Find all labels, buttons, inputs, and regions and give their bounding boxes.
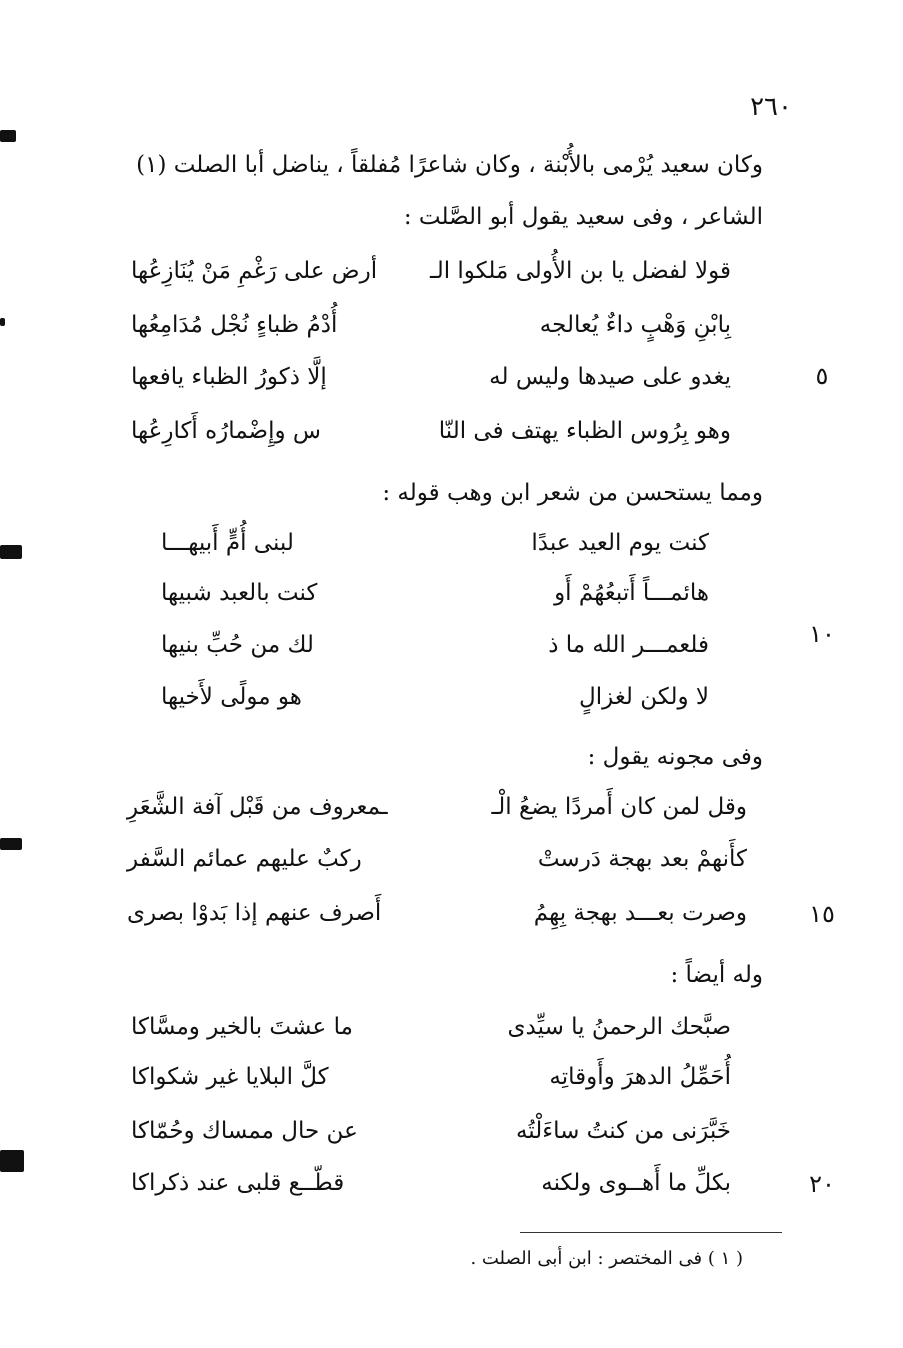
verse-second-half: لك من حُبِّ بنيها	[161, 632, 314, 658]
verse-line	[131, 530, 731, 570]
verse-second-half: قطّــع قلبى عند ذكراكا	[131, 1170, 345, 1196]
verse-first-half: خَبَّرَنى من كنتُ ساءَلْتُه	[515, 1118, 731, 1144]
intro-line-4: وفى مجونه يقول :	[587, 744, 763, 770]
verse-second-half: هو مولًى لأَخيها	[161, 684, 302, 710]
verse-second-half: ـمعروف من قَبْل آفة الشَّعَرِ	[127, 794, 388, 820]
verse-first-half: لا ولكن لغزالٍ	[579, 684, 709, 710]
footnote: ( ١ ) فى المختصر : ابن أبى الصلت .	[470, 1248, 743, 1269]
verse-first-half: بِابْنِ وَهْبٍ داءٌ يُعالجه	[539, 312, 731, 338]
verse-second-half: أَصرف عنهم إذا بَدوْا بصرى	[127, 900, 382, 926]
verse-first-half: أُحَمِّلُ الدهرَ وأَوقاتِه	[549, 1064, 731, 1090]
intro-line-5: وله أيضاً :	[670, 962, 763, 988]
verse-first-half: صبَّحك الرحمنُ يا سيِّدى	[507, 1014, 731, 1040]
verse-first-half: هائمـــاً أَتبعُهُمْ أَو	[554, 580, 709, 606]
verse-first-half: وقل لمن كان أَمردًا يضعُ الْـ	[491, 794, 747, 820]
verse-second-half: ما عشتَ بالخير ومسَّاكا	[131, 1014, 353, 1040]
scan-ink-mark	[0, 318, 5, 326]
verse-second-half: كنت بالعبد شبيها	[161, 580, 318, 606]
verse-first-half: وصرت بعـــد بهجة بِهِمُ	[533, 900, 747, 926]
verse-line	[131, 1170, 731, 1210]
line-number-20: ٢٠	[809, 1170, 835, 1198]
verse-line	[131, 312, 731, 352]
verse-second-half: أُدْمُ ظباءٍ نُجْل مُدَامِعُها	[131, 312, 338, 338]
scan-ink-mark	[0, 130, 16, 142]
intro-line-3: ومما يستحسن من شعر ابن وهب قوله :	[382, 480, 763, 506]
verse-second-half: إلَّا ذكورُ الظباء يافعها	[131, 364, 327, 390]
line-number-5: ٥	[815, 362, 829, 390]
footnote-rule	[520, 1232, 782, 1233]
intro-line-2: الشاعر ، وفى سعيد يقول أبو الصَّلت :	[403, 204, 763, 230]
page-number: ٢٦٠	[750, 92, 792, 122]
verse-first-half: كنت يوم العيد عبدًا	[531, 530, 709, 556]
verse-line	[131, 580, 731, 620]
verse-line	[131, 632, 731, 672]
verse-first-half: قولا لفضل يا بن الأُولى مَلكوا الـ	[429, 258, 731, 284]
verse-second-half: عن حال ممساك وحُمّاكا	[131, 1118, 358, 1144]
verse-line	[131, 418, 731, 458]
line-number-15: ١٥	[809, 900, 835, 928]
verse-first-half: وهو بِرُوس الظباء يهتف فى النّا	[438, 418, 731, 444]
intro-line-1: وكان سعيد يُرْمى بالأُبْنة ، وكان شاعرًا مُفلقاً ، يناضل أبا الصلت (١)	[136, 152, 763, 178]
verse-first-half: فلعمـــر الله ما ذ	[548, 632, 709, 658]
verse-first-half: بكلِّ ما أَهــوى ولكنه	[541, 1170, 731, 1196]
verse-line	[131, 1064, 731, 1104]
verse-second-half: ركبٌ عليهم عمائم السَّفر	[127, 846, 362, 872]
line-number-10: ١٠	[809, 620, 835, 648]
verse-line	[127, 900, 747, 940]
verse-line	[131, 258, 731, 298]
verse-second-half: س وإِضْمارُه أَكارِعُها	[131, 418, 321, 444]
verse-first-half: كأَنهمْ بعد بهجة دَرستْ	[537, 846, 747, 872]
verse-first-half: يغدو على صيدها وليس له	[489, 364, 731, 390]
verse-line	[127, 846, 747, 886]
verse-line	[131, 1118, 731, 1158]
verse-line	[131, 364, 731, 404]
verse-line	[131, 1014, 731, 1054]
verse-line	[127, 794, 747, 834]
scan-ink-mark	[0, 838, 22, 850]
verse-line	[131, 684, 731, 724]
scan-ink-mark	[0, 1150, 24, 1172]
verse-second-half: لبنى أُمٍّ أَبيهـــا	[161, 530, 294, 556]
scan-ink-mark	[0, 545, 22, 559]
verse-second-half: أرض على رَغْمِ مَنْ يُنَازِعُها	[131, 258, 378, 284]
verse-second-half: كلَّ البلايا غير شكواكا	[131, 1064, 329, 1090]
